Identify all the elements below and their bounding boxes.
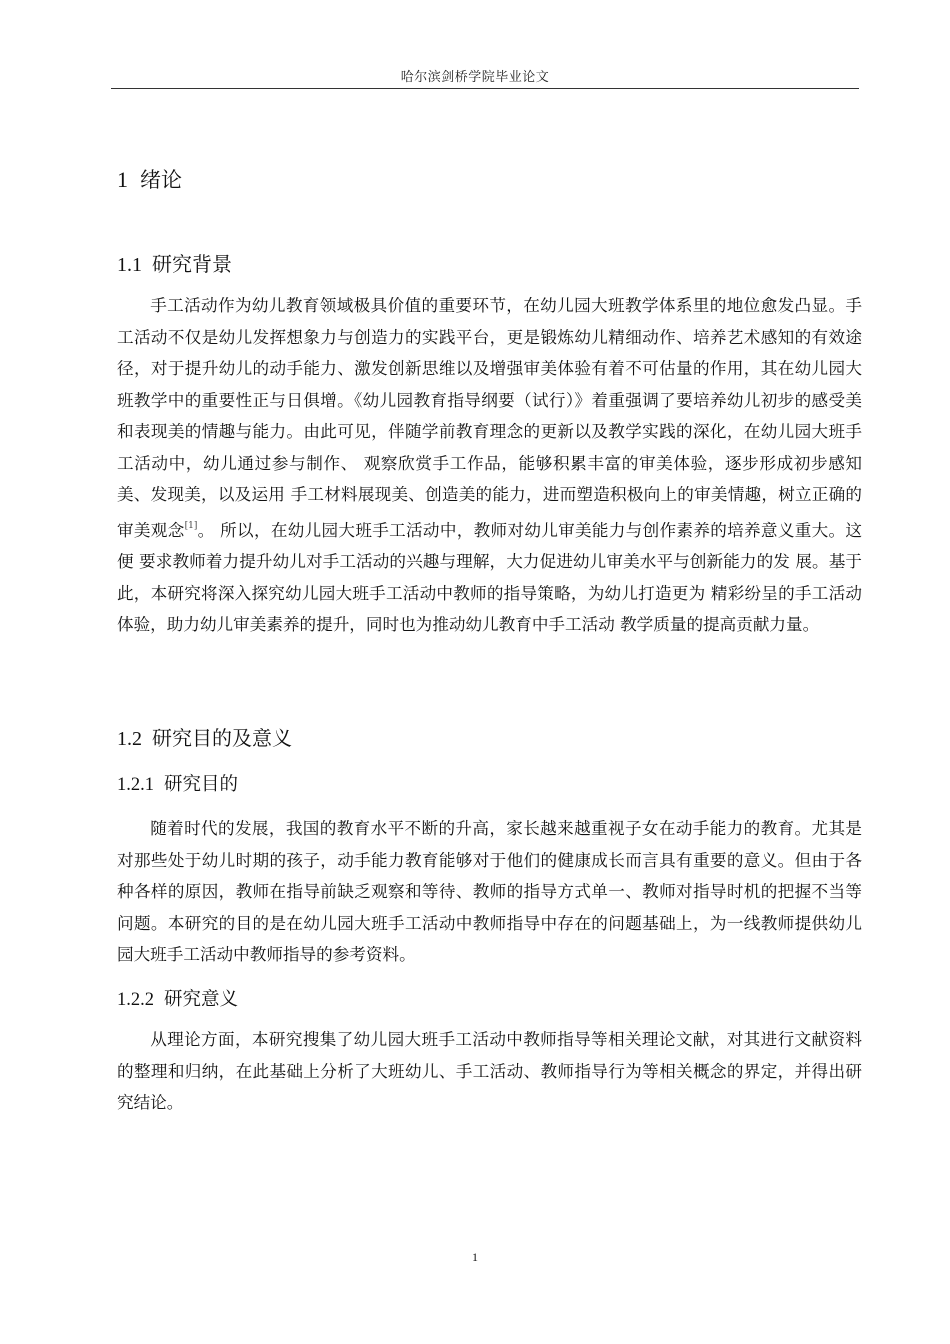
chapter-title: 绪论: [140, 168, 182, 192]
chapter-heading: [117, 164, 182, 194]
citation-marker: [1]: [184, 520, 198, 531]
subsection-number: 1.2.1: [117, 775, 154, 795]
section-heading-1-2: [117, 722, 292, 751]
page-header: 哈尔滨剑桥学院毕业论文: [400, 70, 550, 85]
section-number: 1.2: [117, 728, 142, 750]
purpose-paragraph: 随着时代的发展，我国的教育水平不断的升高，家长越来越重视子女在动手能力的教育。尤其是对那些处于幼儿时期的孩子，动手能力教育能够对于他们的健康成长而言具有重要的意义。但由于各种各样的原因，教师在指导前缺乏观察和等待、教师的指导方式单一、教师对指导时机的把握不当等问题。本研究的目的是在幼儿园大班手工活动中教师指导中存在的问题基础上，为一线教师提供幼儿园大班手工活动中教师指导的参考资料。: [117, 819, 862, 964]
subsection-title: 研究意义: [164, 989, 239, 1010]
background-paragraph: [117, 290, 862, 641]
subsection-heading-1-2-1: [117, 770, 238, 796]
section-heading-1-1: [117, 248, 232, 277]
significance-paragraph: 从理论方面，本研究搜集了幼儿园大班手工活动中教师指导等相关理论文献，对其进行文献资料的整理和归纳，在此基础上分析了大班幼儿、手工活动、教师指导行为等相关概念的界定，并得出研究结论。: [117, 1030, 862, 1112]
background-text-part2: 。 所以，在幼儿园大班手工活动中，教师对幼儿审美能力与创作素养的培养意义重大。这便 要求教师着力提升幼儿对手工活动的兴趣与理解，大力促进幼儿审美水平与创新能力的发 展。基于此，本研究将深入探究幼儿园大班手工活动中教师的指导策略，为幼儿打造更为 精彩纷呈的手工活动体验，助力幼儿审美素养的提升，同时也为推动幼儿教育中手工活动 教学质量的提高贡献力量。: [117, 520, 863, 634]
chapter-number: 1: [117, 167, 128, 192]
subsection-heading-1-2-2: [117, 985, 238, 1011]
subsection-title: 研究目的: [164, 774, 239, 795]
header-divider: [111, 88, 859, 89]
page-number: 1: [472, 1250, 478, 1264]
section-number: 1.1: [117, 254, 142, 276]
subsection-number: 1.2.2: [117, 990, 154, 1010]
section-title: 研究目的及意义: [152, 726, 292, 750]
section-title: 研究背景: [152, 252, 232, 276]
background-text-part1: 手工活动作为幼儿教育领域极具价值的重要环节，在幼儿园大班教学体系里的地位愈发凸显。手工活动不仅是幼儿发挥想象力与创造力的实践平台，更是锻炼幼儿精细动作、培养艺术感知的有效途径，对于提升幼儿的动手能力、激发创新思维以及增强审美体验有着不可估量的作用，其在幼儿园大班教学中的重要性正与日俱增。《幼儿园教育指导纲要（试行）》着重强调了要培养幼儿初步的感受美和表现美的情趣与能力。由此可见，伴随学前教育理念的更新以及教学实践的深化，在幼儿园大班手工活动中，幼儿通过参与制作、 观察欣赏手工作品，能够积累丰富的审美体验，逐步形成初步感知美、发现美，以及运用 手工材料展现美、创造美的能力，进而塑造积极向上的审美情趣，树立正确的审美观念: [117, 296, 862, 540]
